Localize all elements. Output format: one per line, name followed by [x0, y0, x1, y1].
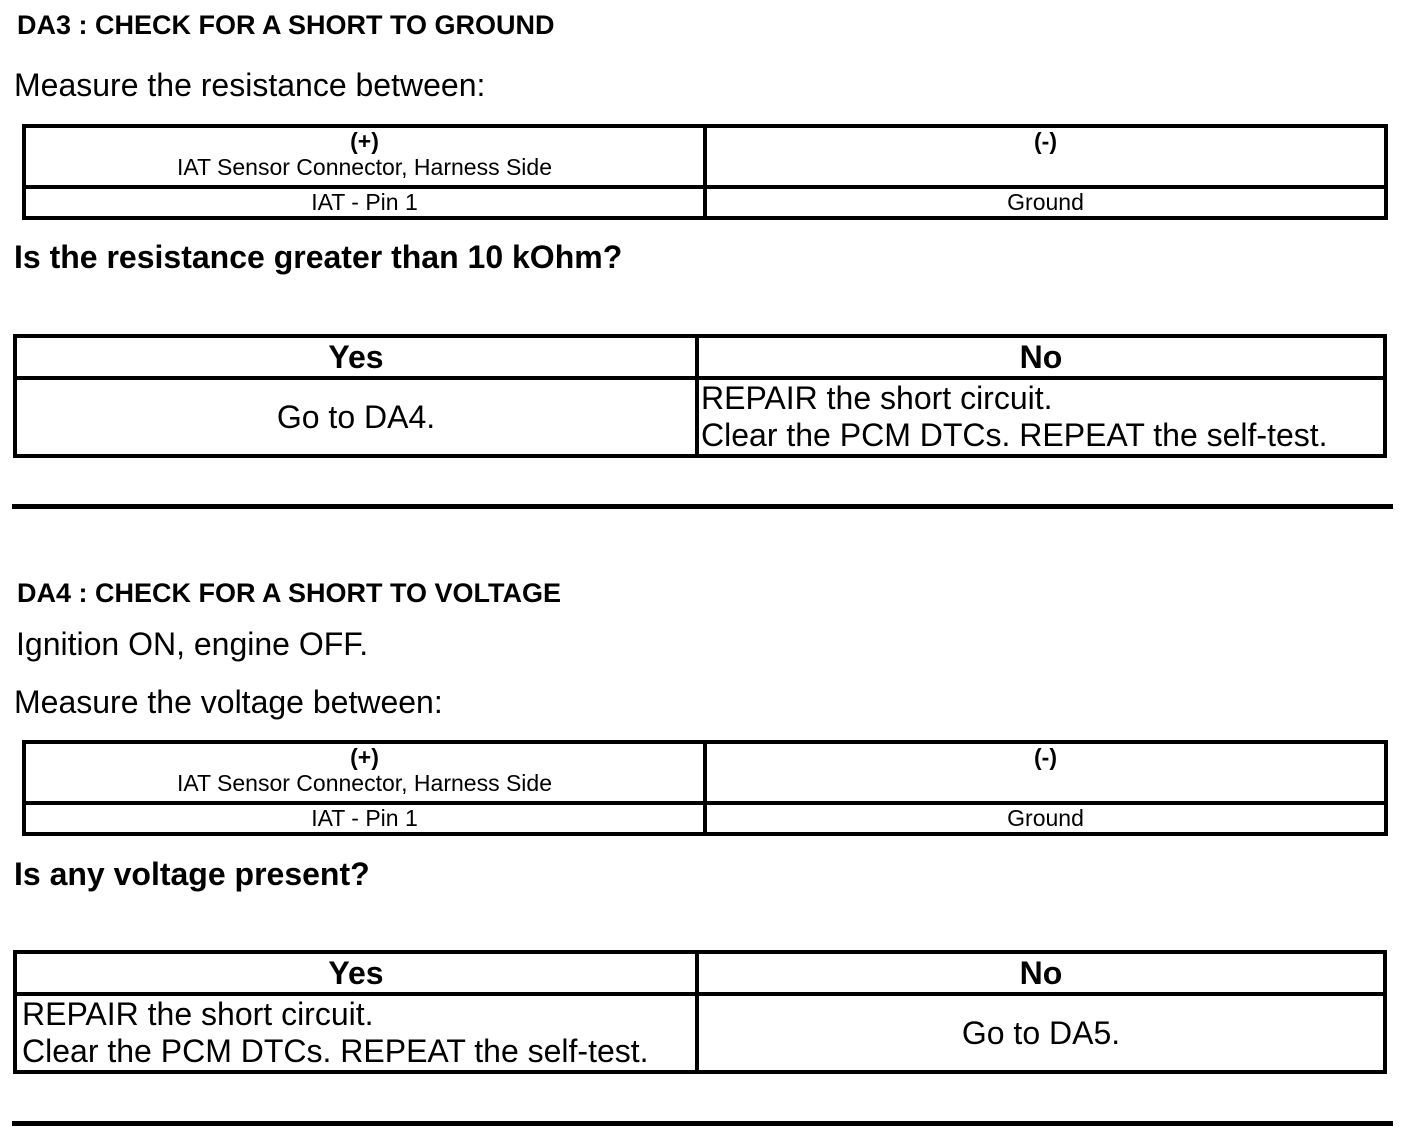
- yes-header: Yes: [15, 336, 697, 378]
- precondition-da4: Ignition ON, engine OFF.: [16, 626, 369, 662]
- yes-action-line-2: Clear the PCM DTCs. REPEAT the self-test.: [22, 1033, 649, 1069]
- plus-terminal-description: IAT Sensor Connector, Harness Side: [176, 770, 552, 796]
- minus-terminal-value: Ground: [705, 187, 1386, 218]
- yes-header: Yes: [15, 952, 697, 994]
- minus-terminal-value: Ground: [705, 803, 1386, 834]
- plus-terminal-value: IAT - Pin 1: [24, 803, 705, 834]
- instruction-da3: Measure the resistance between:: [14, 67, 486, 103]
- plus-header: (+): [350, 128, 379, 154]
- yes-action: [15, 994, 697, 1072]
- plus-terminal-description: IAT Sensor Connector, Harness Side: [176, 154, 552, 180]
- decision-table-da4: [13, 950, 1387, 1074]
- no-action: [697, 378, 1385, 456]
- question-da3: Is the resistance greater than 10 kOhm?: [14, 239, 623, 275]
- plus-header: (+): [350, 744, 379, 770]
- section-divider: [12, 504, 1393, 509]
- measurement-table-da3: [22, 124, 1388, 220]
- question-da4: Is any voltage present?: [14, 856, 370, 892]
- plus-terminal-value: IAT - Pin 1: [24, 187, 705, 218]
- decision-table-da3: [13, 334, 1387, 458]
- minus-header: (-): [1034, 128, 1057, 154]
- no-action-line-2: Clear the PCM DTCs. REPEAT the self-test.: [701, 417, 1328, 453]
- plus-terminal-cell: [24, 742, 705, 803]
- yes-action-line-1: REPAIR the short circuit.: [22, 996, 374, 1032]
- step-heading-da4: DA4 : CHECK FOR A SHORT TO VOLTAGE: [17, 578, 562, 608]
- plus-terminal-cell: [24, 126, 705, 187]
- section-divider: [12, 1121, 1393, 1126]
- measurement-table-da4: [22, 740, 1388, 836]
- step-heading-da3: DA3 : CHECK FOR A SHORT TO GROUND: [17, 10, 555, 40]
- minus-terminal-cell: [705, 126, 1386, 187]
- no-action-line-1: REPAIR the short circuit.: [701, 380, 1053, 416]
- no-header: No: [697, 336, 1385, 378]
- minus-header: (-): [1034, 744, 1057, 770]
- instruction-da4: Measure the voltage between:: [14, 684, 443, 720]
- no-header: No: [697, 952, 1385, 994]
- minus-terminal-cell: [705, 742, 1386, 803]
- yes-action: Go to DA4.: [15, 378, 697, 456]
- no-action: Go to DA5.: [697, 994, 1385, 1072]
